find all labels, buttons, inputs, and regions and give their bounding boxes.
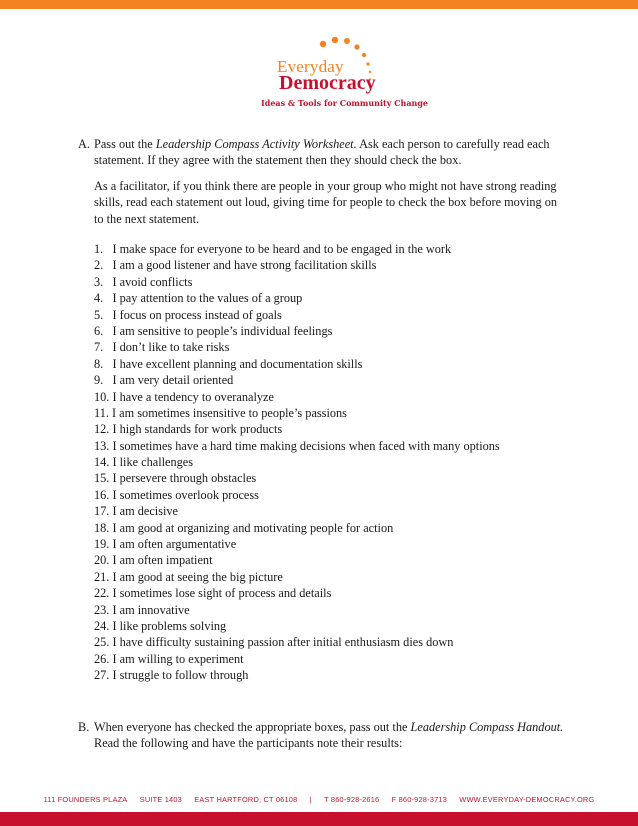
statement-item: 26. I am willing to experiment (94, 651, 244, 666)
statement-item: 11. I am sometimes insensitive to people’s passions (94, 405, 347, 420)
statement-item: 5. I focus on process instead of goals (94, 307, 282, 322)
section-b-paragraph: When everyone has checked the appropriate boxes, pass out the Leadership Compass Handout. Read the following and have the participants note their results: (94, 720, 564, 751)
bottom-accent-bar (0, 812, 638, 826)
section-a-paragraph-1: Pass out the Leadership Compass Activity Worksheet. Ask each person to carefully read each statement. If they agree with the statement then they should check the box. (94, 137, 550, 168)
statement-item: 22. I sometimes lose sight of process and details (94, 586, 332, 601)
statement-item: 16. I sometimes overlook process (94, 487, 259, 502)
everyday-democracy-logo (255, 34, 429, 112)
statement-item: 25. I have difficulty sustaining passion after initial enthusiasm dies down (94, 635, 454, 650)
statement-item: 19. I am often argumentative (94, 537, 237, 552)
statement-item: 24. I like problems solving (94, 618, 227, 633)
footer-separator: | (309, 795, 312, 804)
section-a-paragraph-2: As a facilitator, if you think there are people in your group who might not have strong reading skills, read each statement out loud, giving time for people to check the box before moving on to the next statement. (94, 178, 558, 226)
section-a-letter: A. (78, 137, 90, 151)
statement-list (94, 241, 564, 684)
statement-item: 8. I have excellent planning and documentation skills (94, 356, 363, 371)
logo-word-everyday: Everyday (277, 57, 344, 76)
footer-address-street: 111 FOUNDERS PLAZA (43, 795, 128, 804)
statement-item: 1. I make space for everyone to be heard and to be engaged in the work (94, 242, 452, 256)
page-footer (0, 795, 638, 804)
statement-item: 21. I am good at seeing the big picture (94, 569, 283, 584)
statement-item: 9. I am very detail oriented (94, 373, 234, 388)
top-accent-bar (0, 0, 638, 9)
statement-item: 27. I struggle to follow through (94, 668, 249, 683)
footer-phone: T 860-928-2616 (324, 795, 380, 804)
footer-address-city: EAST HARTFORD, CT 06108 (194, 795, 298, 804)
statement-item: 2. I am a good listener and have strong facilitation skills (94, 258, 377, 273)
statement-item: 20. I am often impatient (94, 553, 213, 568)
statement-item: 13. I sometimes have a hard time making decisions when faced with many options (94, 438, 500, 453)
statement-item: 12. I high standards for work products (94, 422, 283, 437)
section-b-letter: B. (78, 720, 90, 734)
statement-item: 23. I am innovative (94, 602, 190, 617)
worksheet-title: Leadership Compass Activity Worksheet. (155, 137, 357, 151)
statement-item: 10. I have a tendency to overanalyze (94, 389, 274, 404)
footer-website-link[interactable]: WWW.EVERYDAY-DEMOCRACY.ORG (459, 795, 595, 804)
statement-item: 3. I avoid conflicts (94, 274, 193, 289)
statement-item: 17. I am decisive (94, 504, 179, 519)
statement-item: 18. I am good at organizing and motivating people for action (94, 520, 394, 535)
footer-fax: F 860-928-3713 (391, 795, 448, 804)
handout-title: Leadership Compass Handout. (410, 720, 564, 734)
footer-address-suite: SUITE 1403 (139, 795, 182, 804)
logo-word-democracy: Democracy (279, 72, 376, 94)
statement-item: 7. I don’t like to take risks (94, 340, 230, 355)
statement-item: 6. I am sensitive to people’s individual feelings (94, 323, 333, 338)
logo-tagline: Ideas & Tools for Community Change (261, 98, 429, 108)
statement-item: 4. I pay attention to the values of a group (94, 291, 303, 306)
statement-item: 14. I like challenges (94, 455, 194, 470)
statement-item: 15. I persevere through obstacles (94, 471, 257, 486)
